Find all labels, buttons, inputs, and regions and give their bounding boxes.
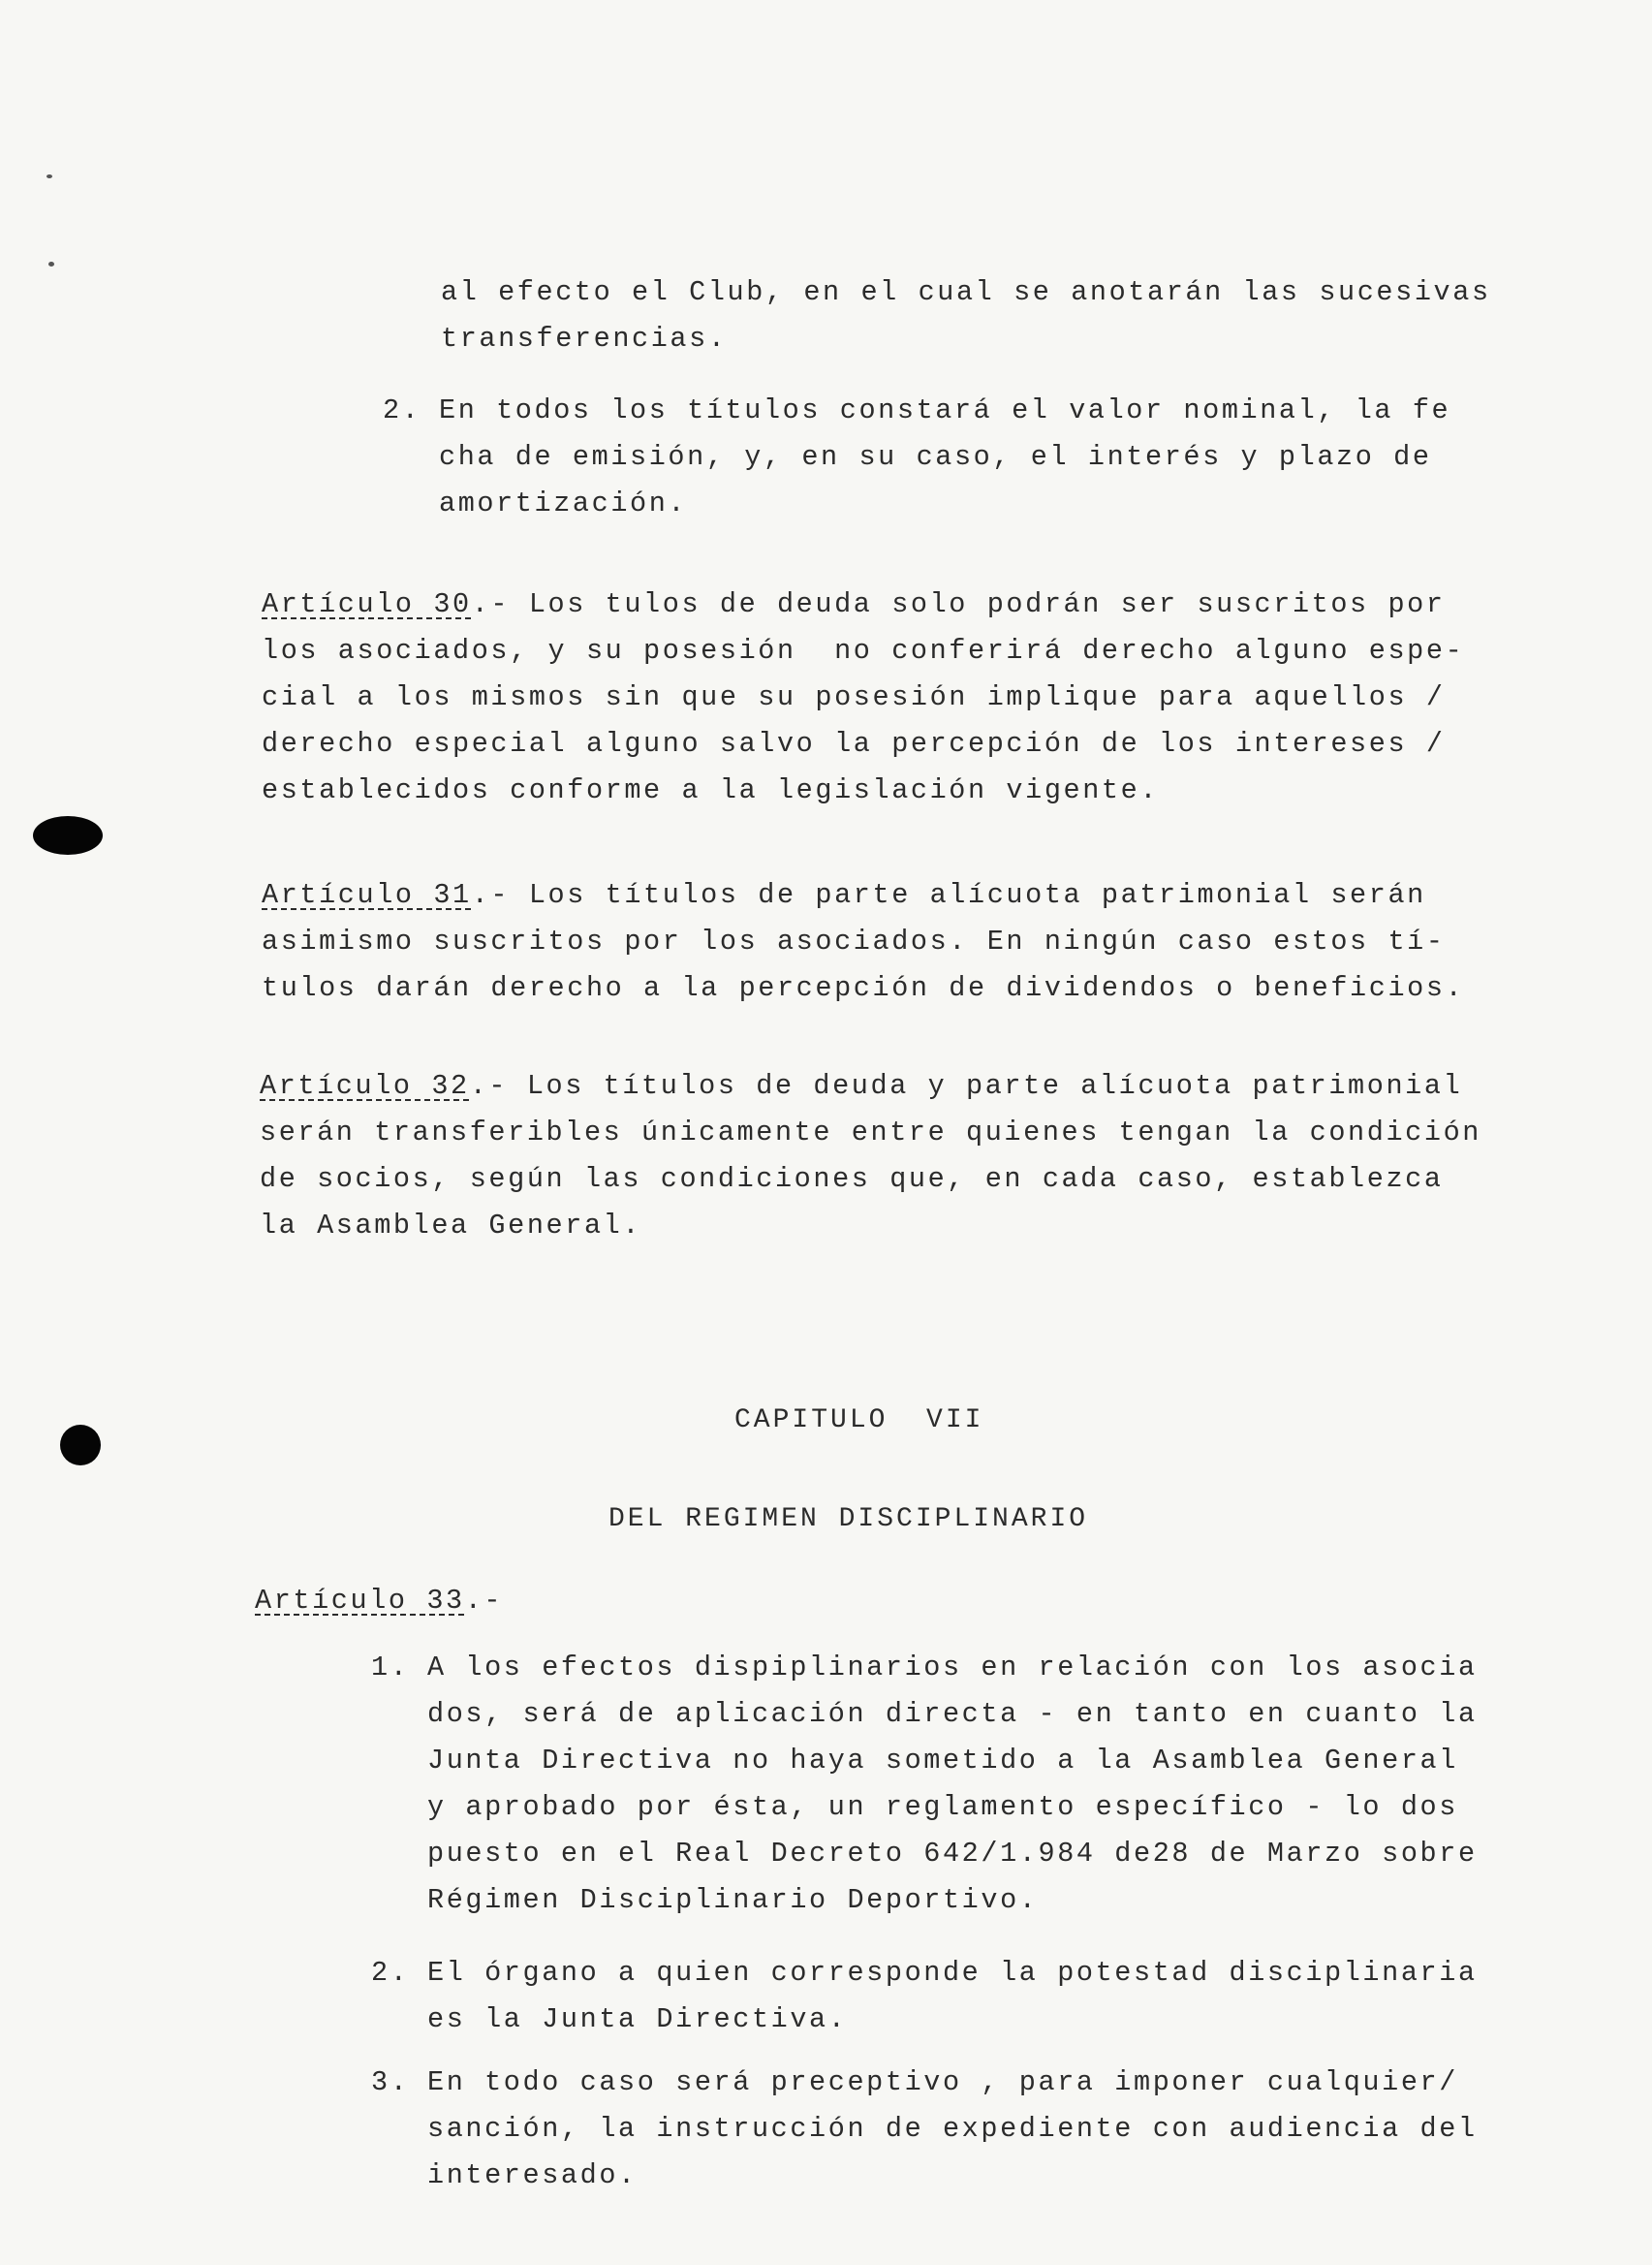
punch-hole-bottom: [60, 1425, 101, 1465]
article-heading: Artículo 31: [262, 879, 472, 911]
item-number: 2.: [383, 394, 421, 426]
text-line: cha de emisión, y, en su caso, el interés y plazo de: [439, 441, 1432, 473]
text-line: sanción, la instrucción de expediente con audiencia del: [427, 2113, 1478, 2145]
text-line: En todos los títulos constará el valor nominal, la fe: [439, 394, 1451, 426]
text-line: Régimen Disciplinario Deportivo.: [427, 1884, 1039, 1916]
speck: [48, 262, 54, 267]
text-line: derecho especial alguno salvo la percepción de los intereses /: [262, 728, 1446, 760]
item-number: 1.: [371, 1652, 410, 1683]
text-line: y aprobado por ésta, un reglamento específico - lo dos: [427, 1791, 1458, 1823]
item-number: 2.: [371, 1957, 410, 1989]
text-line: es la Junta Directiva.: [427, 2003, 848, 2035]
list-item: [371, 2060, 1478, 2199]
list-item: [371, 1645, 1478, 1924]
article-33: [255, 1578, 503, 1624]
text-line: dos, será de aplicación directa - en tanto en cuanto la: [427, 1698, 1478, 1730]
article-31: [262, 872, 1464, 1012]
text-line: El órgano a quien corresponde la potestad disciplinaria: [427, 1957, 1478, 1989]
text-line: interesado.: [427, 2159, 638, 2191]
list-item: [371, 1950, 1478, 2043]
text-line: A los efectos dispiplinarios en relación con los asocia: [427, 1652, 1478, 1683]
chapter-number: CAPITULO VII: [734, 1405, 984, 1435]
text-line: los asociados, y su posesión no conferirá derecho alguno espe-: [262, 635, 1465, 667]
text-line: Junta Directiva no haya sometido a la Asamblea General: [427, 1745, 1458, 1777]
text-line: .- Los tulos de deuda solo podrán ser suscritos por: [471, 588, 1446, 620]
list-item: [383, 388, 1450, 527]
text-line: amortización.: [439, 488, 688, 519]
chapter-title: DEL REGIMEN DISCIPLINARIO: [608, 1504, 1089, 1534]
text-line: establecidos conforme a la legislación vigente.: [262, 774, 1160, 806]
text-line: de socios, según las condiciones que, en cada caso, establezca: [260, 1163, 1444, 1195]
heading-suffix: .-: [464, 1585, 504, 1617]
article-heading: Artículo 32: [260, 1070, 470, 1102]
text-line: la Asamblea General.: [260, 1210, 642, 1242]
article-30: [262, 582, 1464, 814]
continuation-paragraph: [441, 269, 1491, 362]
text-line: al efecto el Club, en el cual se anotarán las sucesivas: [441, 276, 1491, 308]
text-line: En todo caso será preceptivo , para imponer cualquier/: [427, 2066, 1458, 2098]
article-heading: Artículo 33: [255, 1585, 465, 1617]
text-line: transferencias.: [441, 323, 728, 355]
item-number: 3.: [371, 2066, 410, 2098]
text-line: serán transferibles únicamente entre quienes tengan la condición: [260, 1117, 1481, 1148]
text-line: .- Los títulos de deuda y parte alícuota patrimonial: [469, 1070, 1463, 1102]
text-line: cial a los mismos sin que su posesión implique para aquellos /: [262, 681, 1446, 713]
text-line: tulos darán derecho a la percepción de dividendos o beneficios.: [262, 972, 1465, 1004]
text-line: asimismo suscritos por los asociados. En ningún caso estos tí-: [262, 926, 1446, 958]
article-heading: Artículo 30: [262, 588, 472, 620]
text-line: .- Los títulos de parte alícuota patrimonial serán: [471, 879, 1426, 911]
text-line: puesto en el Real Decreto 642/1.984 de28 de Marzo sobre: [427, 1838, 1478, 1870]
punch-hole-top: [33, 816, 103, 855]
speck: [47, 174, 52, 178]
article-32: [260, 1063, 1481, 1249]
